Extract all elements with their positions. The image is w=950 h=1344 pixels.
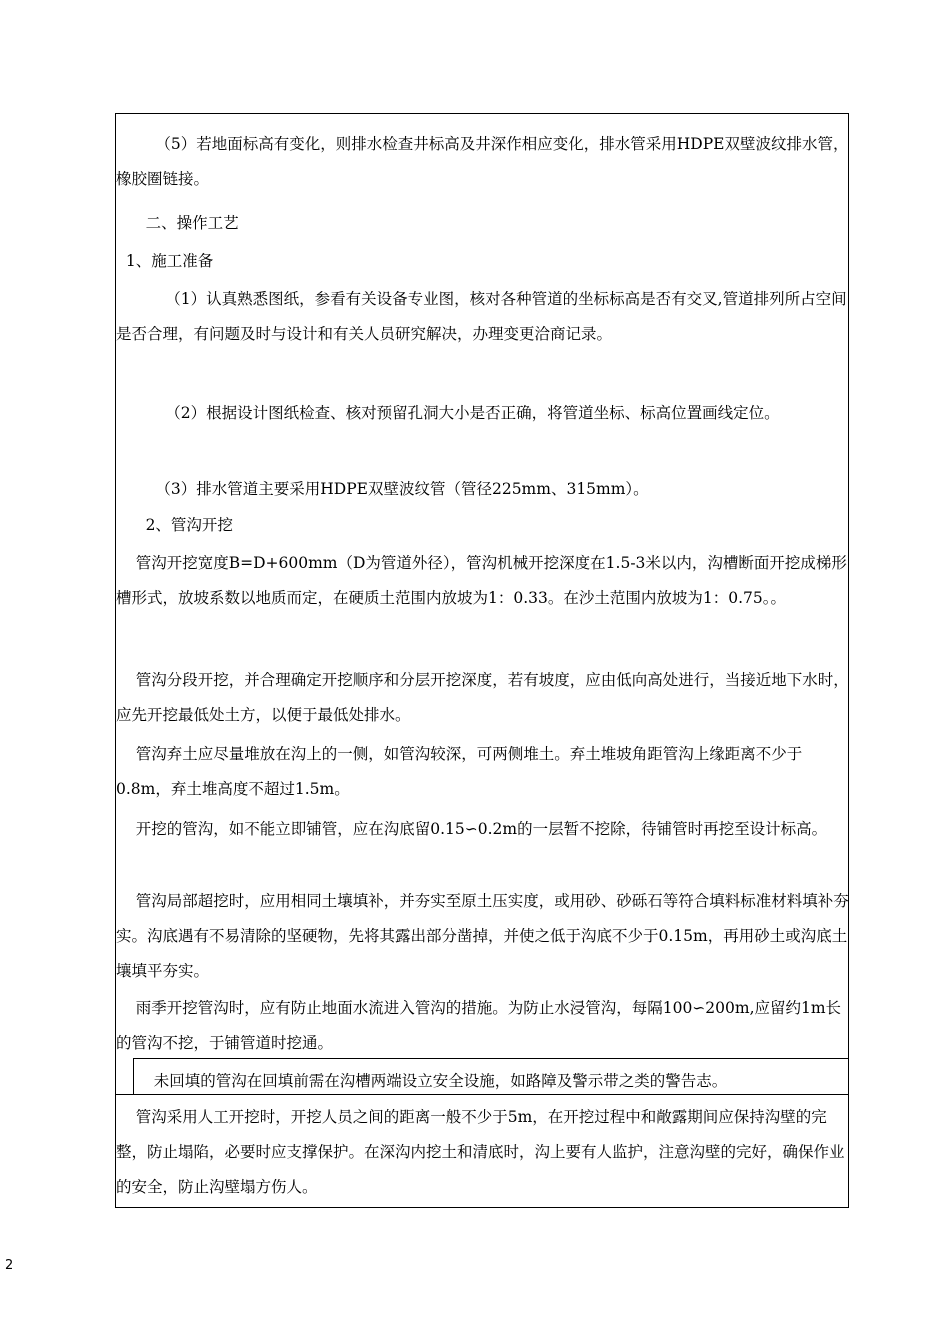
paragraph-manual: 管沟采用人工开挖时，开挖人员之间的距离一般不少于5m，在开挖过程中和敞露期间应保持沟壁的完整，防止塌陷，必要时应支撑保护。在深沟内挖土和清底时，沟上要有人监护，注意沟壁的完好，确保作业的安全，防止沟壁塌方伤人。 xyxy=(116,1108,845,1196)
section-heading-operation: 二、操作工艺 xyxy=(116,214,239,232)
paragraph-1: （5）若地面标高有变化，则排水检查井标高及井深作相应变化，排水管采用HDPE双壁波纹排水管，橡胶圈链接。 xyxy=(116,135,849,188)
paragraph-prep-3: （3）排水管道主要采用HDPE双壁波纹管（管径225mm、315mm）。 xyxy=(116,480,649,498)
page-number: 2 xyxy=(5,1258,14,1273)
paragraph-safety: 未回填的管沟在回填前需在沟槽两端设立安全设施，如路障及警示带之类的警告志。 xyxy=(134,1072,728,1090)
paragraph-trench-width: 管沟开挖宽度B=D+600mm（D为管道外径），管沟机械开挖深度在1.5-3米以内，沟槽断面开挖成梯形槽形式，放坡系数以地质而定，在硬质土范围内放坡为1：0.33。在沙土范围内放坡为1：0.75。。 xyxy=(116,554,847,607)
paragraph-rainy: 雨季开挖管沟时，应有防止地面水流进入管沟的措施。为防止水浸管沟，每隔100∽200m,应留约1m长的管沟不挖，于铺管道时挖通。 xyxy=(116,999,842,1052)
paragraph-reserve: 开挖的管沟，如不能立即铺管，应在沟底留0.15∽0.2m的一层暂不挖除，待铺管时再挖至设计标高。 xyxy=(116,820,828,838)
paragraph-prep-1: （1）认真熟悉图纸，参看有关设备专业图，核对各种管道的坐标标高是否有交叉,管道排列所占空间是否合理，有问题及时与设计和有关人员研究解决，办理变更洽商记录。 xyxy=(116,290,847,343)
subheading-preparation: 1、施工准备 xyxy=(116,252,214,270)
paragraph-overdig: 管沟局部超挖时，应用相同土壤填补，并夯实至原土压实度，或用砂、砂砾石等符合填料标准材料填补夯实。沟底遇有不易清除的坚硬物，先将其露出部分凿掉，并使之低于沟底不少于0.15m，再用砂土或沟底土壤填平夯实。 xyxy=(116,892,849,980)
subheading-trench: 2、管沟开挖 xyxy=(116,516,233,534)
paragraph-spoil: 管沟弃土应尽量堆放在沟上的一侧，如管沟较深，可两侧堆土。弃土堆坡角距管沟上缘距离不少于0.8m，弃土堆高度不超过1.5m。 xyxy=(116,745,803,798)
paragraph-prep-2: （2）根据设计图纸检查、核对预留孔洞大小是否正确，将管道坐标、标高位置画线定位。 xyxy=(116,404,780,422)
paragraph-trench-sections: 管沟分段开挖，并合理确定开挖顺序和分层开挖深度，若有坡度，应由低向高处进行，当接近地下水时，应先开挖最低处土方，以便于最低处排水。 xyxy=(116,671,849,724)
